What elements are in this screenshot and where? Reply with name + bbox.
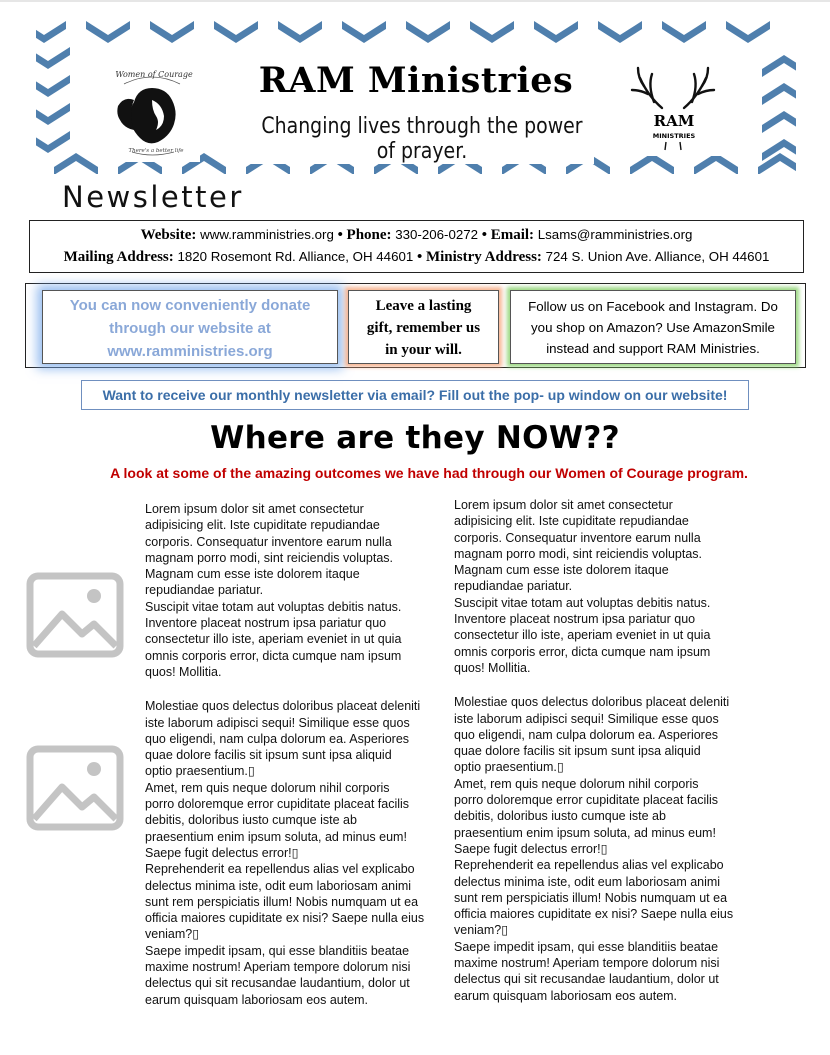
article-line: porro doloremque error cupiditate placeat facilis	[145, 797, 410, 812]
article-headline: Where are they NOW??	[210, 420, 620, 456]
article-line: quos! Mollitia.	[454, 660, 531, 675]
callout-row	[25, 283, 806, 368]
article-line: Molestiae quos delectus doloribus placeat deleniti	[145, 699, 421, 714]
article-line: veniam?▯	[145, 927, 200, 942]
separator: •	[337, 227, 343, 243]
chevron-shape	[214, 21, 258, 43]
article-line: praesentium enim ipsum soluta, ad minus eum!	[454, 825, 716, 840]
gift-line: Leave a lasting	[375, 298, 472, 314]
article-paragraph	[454, 497, 744, 676]
article-line: repudiandae pariatur.	[145, 583, 264, 598]
article-line: corporis. Consequatur inventore earum nulla	[454, 530, 701, 545]
article-line: officia maiores cupiditate ex nisi? Saepe nulla eius	[454, 907, 734, 922]
phone-value: 330-206-0272	[395, 227, 479, 242]
article-line: quo eligendi, nam culpa dolorum ea. Asperiores	[454, 727, 719, 742]
article-line: adipisicing elit. Iste cupiditate repudiandae	[145, 518, 380, 533]
chevron-shape	[150, 21, 194, 43]
chevron-shape	[86, 21, 130, 43]
article-line: Suscipit vitae totam aut voluptas debitis natus.	[454, 595, 711, 610]
article-line: Suscipit vitae totam aut voluptas debitis natus.	[145, 599, 402, 614]
women-of-courage-logo	[104, 66, 200, 162]
ministry-address-value: 724 S. Union Ave. Alliance, OH 44601	[545, 249, 770, 264]
gift-line: gift, remember us	[366, 320, 481, 336]
logo-left-top-text: Women of Courage	[115, 70, 193, 79]
article-line: iste laborum adipisci sequi! Similique esse quos	[145, 715, 410, 730]
mailing-address-value: 1820 Rosemont Rd. Alliance, OH 44601	[177, 249, 414, 264]
chevron-shape	[278, 21, 322, 43]
article-line: sunt rem perspiciatis illum! Nobis numquam ut ea	[145, 894, 419, 909]
article-subheadline: A look at some of the amazing outcomes we have had through our Women of Courage program.	[110, 465, 748, 481]
article-paragraph	[454, 694, 744, 1004]
separator: •	[481, 227, 488, 243]
article-line: sunt rem perspiciatis illum! Nobis numquam ut ea	[454, 890, 728, 905]
chevron-shape	[54, 153, 98, 174]
donate-line: You can now conveniently donate	[69, 297, 311, 314]
header-banner	[36, 18, 796, 174]
article-line: omnis corporis error, dicta cumque nam ipsum	[145, 648, 402, 663]
social-follow-callout	[510, 290, 796, 364]
chevron-shape	[36, 103, 70, 125]
follow-line: Follow us on Facebook and Instagram. Do	[528, 299, 778, 314]
tagline: Changing lives through the power of prayer.	[250, 114, 594, 164]
mailing-address-label: Mailing Address:	[63, 249, 174, 265]
article-line: porro doloremque error cupiditate placeat facilis	[454, 793, 719, 808]
article-line: Inventore placeat nostrum ipsa pariatur quo	[145, 616, 387, 631]
article-line: Saepe fugit delectus error!▯	[145, 845, 299, 860]
page-title: RAM Ministries	[236, 60, 596, 101]
article-line: delectus qui sit recusandae laudantium, dolor ut	[454, 972, 719, 987]
article-line: quos! Mollitia.	[145, 664, 222, 679]
article-line: Saepe impedit ipsam, qui esse blanditiis beatae	[454, 939, 719, 954]
article-paragraph	[145, 698, 435, 1008]
article-line: delectus qui sit recusandae laudantium, dolor ut	[145, 976, 410, 991]
chevron-shape	[342, 21, 386, 43]
article-column-left	[145, 501, 435, 1008]
article-paragraph	[145, 501, 435, 680]
chevron-shape	[406, 21, 450, 43]
article-line: Reprehenderit ea repellendus alias vel explicabo	[454, 858, 724, 873]
article-line: consectetur illo iste, aperiam eveniet in ut quia	[145, 632, 402, 647]
chevron-shape	[762, 111, 796, 133]
article-line: officia maiores cupiditate ex nisi? Saepe nulla eius	[145, 911, 425, 926]
article-line: magnam porro modi, sint reiciendis voluptas.	[454, 546, 703, 561]
antlers-icon	[618, 56, 728, 156]
chevron-shape	[36, 21, 66, 43]
contact-line-1	[30, 224, 803, 246]
article-line: Molestiae quos delectus doloribus placeat deleniti	[454, 695, 730, 710]
article-line: iste laborum adipisci sequi! Similique esse quos	[454, 711, 719, 726]
chevron-shape	[36, 75, 70, 97]
article-column-right	[454, 497, 744, 1004]
chevron-shape	[762, 83, 796, 105]
chevron-shape	[598, 21, 642, 43]
phone-label: Phone:	[346, 227, 392, 243]
article-line: repudiandae pariatur.	[454, 579, 573, 594]
donate-line: through our website at	[109, 320, 271, 337]
article-line: omnis corporis error, dicta cumque nam ipsum	[454, 644, 711, 659]
article-line: Saepe fugit delectus error!▯	[454, 841, 608, 856]
article-line: Reprehenderit ea repellendus alias vel explicabo	[145, 862, 415, 877]
section-label: Newsletter	[62, 180, 244, 214]
article-line: quae dolore facilis sit ipsum sunt ipsa aliquid	[454, 744, 701, 759]
chevron-shape	[36, 47, 70, 69]
separator: •	[416, 249, 423, 265]
chevron-shape	[534, 21, 578, 43]
logo-left-bottom-text: There's a better life	[128, 148, 184, 154]
chevron-shape	[630, 153, 674, 174]
article-line: debitis, doloribus iusto cumque iste ab	[145, 813, 357, 828]
email-label: Email:	[490, 227, 535, 243]
chevron-shape	[762, 55, 796, 77]
article-line: quae dolore facilis sit ipsum sunt ipsa aliquid	[145, 748, 392, 763]
article-line: optio praesentium.▯	[145, 764, 255, 779]
article-line: quo eligendi, nam culpa dolorum ea. Asperiores	[145, 731, 410, 746]
website-label: Website:	[140, 227, 197, 243]
chevron-shape	[470, 21, 514, 43]
article-line: Magnam cum esse iste dolorem itaque	[145, 567, 360, 582]
article-line: maxime nostrum! Aperiam tempore dolorum nisi	[145, 960, 411, 975]
article-line: earum quisquam laboriosam eos autem.	[454, 988, 678, 1003]
image-placeholder-icon	[26, 745, 124, 831]
article-line: magnam porro modi, sint reiciendis voluptas.	[145, 550, 394, 565]
article-line: consectetur illo iste, aperiam eveniet in ut quia	[454, 628, 711, 643]
article-line: Magnam cum esse iste dolorem itaque	[454, 563, 669, 578]
article-line: maxime nostrum! Aperiam tempore dolorum nisi	[454, 956, 720, 971]
donate-callout[interactable]	[42, 290, 338, 364]
newsletter-signup-banner[interactable]: Want to receive our monthly newsletter via email? Fill out the pop- up window on our website!	[81, 380, 749, 410]
donate-line: www.ramministries.org	[107, 343, 273, 360]
article-line: delectus minima iste, odit eum laboriosam animi	[454, 874, 721, 889]
article-line: Saepe impedit ipsam, qui esse blanditiis beatae	[145, 943, 410, 958]
article-line: Inventore placeat nostrum ipsa pariatur quo	[454, 612, 696, 627]
article-line: Lorem ipsum dolor sit amet consectetur	[145, 502, 364, 516]
article-line: adipisicing elit. Iste cupiditate repudiandae	[454, 514, 689, 529]
article-line: praesentium enim ipsum soluta, ad minus eum!	[145, 829, 407, 844]
article-line: Amet, rem quis neque dolorum nihil corporis	[454, 776, 699, 791]
contact-box	[29, 220, 804, 273]
chevron-shape	[662, 21, 706, 43]
article-line: veniam?▯	[454, 923, 509, 938]
logo-right-ministries-text: MINISTRIES	[652, 132, 696, 140]
ram-ministries-logo	[618, 56, 728, 156]
article-line: earum quisquam laboriosam eos autem.	[145, 992, 369, 1007]
article-line: debitis, doloribus iusto cumque iste ab	[454, 809, 666, 824]
follow-line: you shop on Amazon? Use AmazonSmile	[531, 320, 775, 335]
top-border	[0, 0, 830, 2]
article-line: delectus minima iste, odit eum laboriosam animi	[145, 878, 412, 893]
chevron-shape	[726, 21, 770, 43]
article-line: optio praesentium.▯	[454, 760, 564, 775]
gift-line: in your will.	[385, 342, 462, 358]
logo-right-ram-text: RAM	[653, 112, 695, 130]
ministry-address-label: Ministry Address:	[425, 249, 542, 265]
email-link[interactable]: Lsams@ramministries.org	[537, 227, 693, 242]
chevron-shape	[36, 131, 70, 153]
website-link[interactable]: www.ramministries.org	[200, 227, 334, 242]
legacy-gift-callout	[348, 290, 499, 364]
chevron-shape	[694, 153, 738, 174]
article-line: Lorem ipsum dolor sit amet consectetur	[454, 498, 673, 512]
article-line: corporis. Consequatur inventore earum nulla	[145, 534, 392, 549]
article-line: Amet, rem quis neque dolorum nihil corporis	[145, 780, 390, 795]
contact-line-2	[30, 246, 803, 268]
follow-line: instead and support RAM Ministries.	[546, 341, 760, 356]
image-placeholder-icon	[26, 572, 124, 658]
